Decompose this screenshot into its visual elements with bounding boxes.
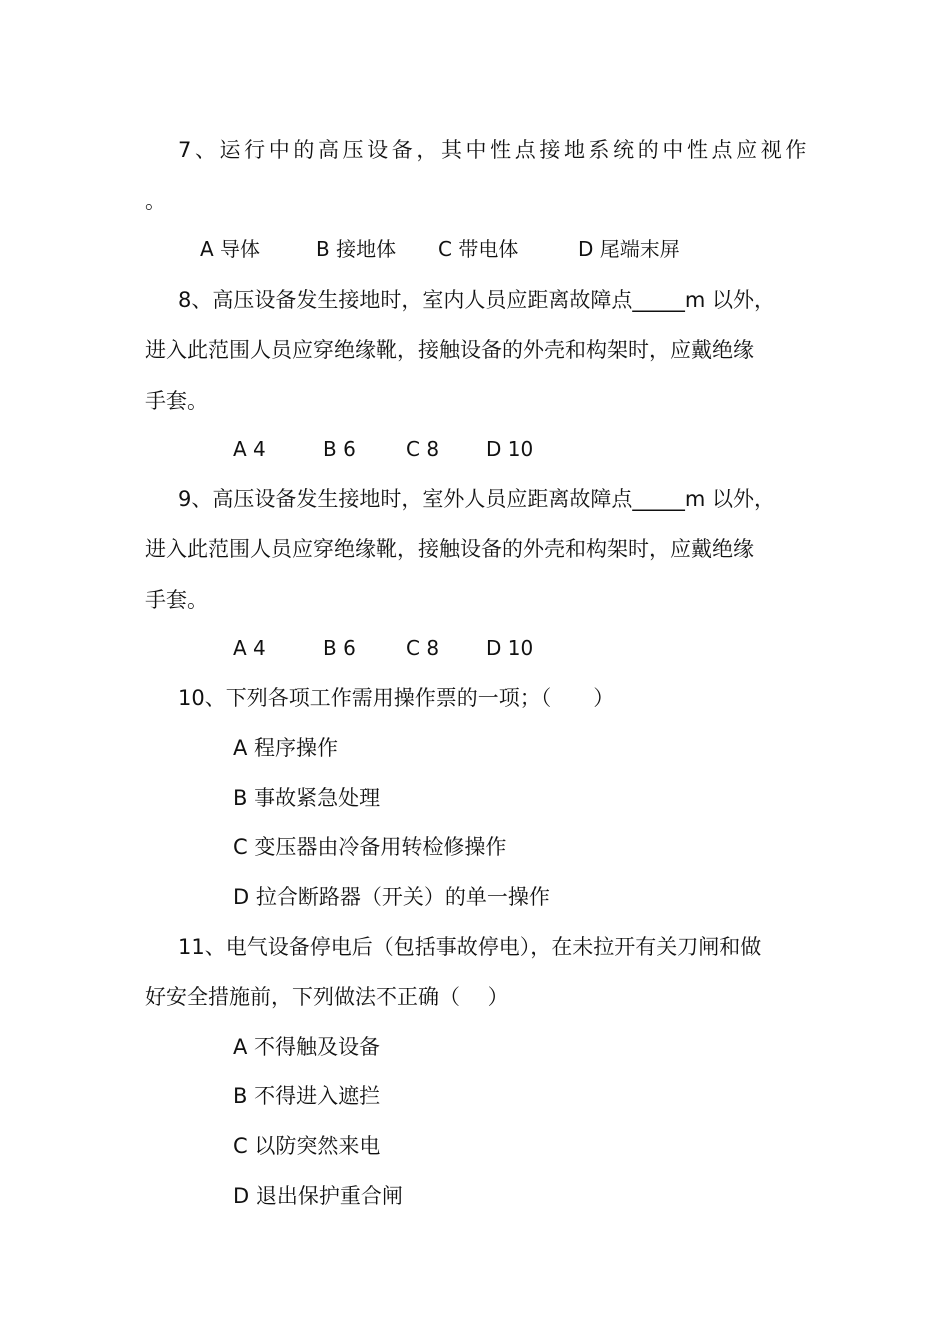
question-11-option-d: D 退出保护重合闸	[233, 1184, 403, 1208]
question-10-stem: 10、下列各项工作需用操作票的一项；（ ）	[178, 686, 615, 710]
question-8-line-1: 8、高压设备发生接地时，室内人员应距离故障点_____m 以外，	[178, 288, 775, 312]
question-8-option-a: A 4	[233, 437, 266, 461]
question-9-option-c: C 8	[406, 636, 440, 660]
question-9-option-a: A 4	[233, 636, 266, 660]
question-11-option-a: A 不得触及设备	[233, 1035, 381, 1059]
question-8-line-3: 手套。	[145, 389, 208, 413]
question-9-option-d: D 10	[486, 636, 534, 660]
question-7-option-b: B 接地体	[316, 237, 397, 261]
question-8-line-2: 进入此范围人员应穿绝缘靴，接触设备的外壳和构架时，应戴绝缘	[145, 338, 754, 362]
question-11-option-c: C 以防突然来电	[233, 1134, 381, 1158]
question-9-line-2: 进入此范围人员应穿绝缘靴，接触设备的外壳和构架时，应戴绝缘	[145, 537, 754, 561]
question-7-option-a: A 导体	[200, 237, 261, 261]
question-10-option-d: D 拉合断路器（开关）的单一操作	[233, 885, 550, 909]
question-10-option-c: C 变压器由冷备用转检修操作	[233, 835, 507, 859]
question-8-option-d: D 10	[486, 437, 534, 461]
question-9-line-3: 手套。	[145, 588, 208, 612]
question-9-option-b: B 6	[323, 636, 356, 660]
question-10-option-b: B 事故紧急处理	[233, 786, 381, 810]
question-11-option-b: B 不得进入遮拦	[233, 1084, 381, 1108]
question-9-line-1: 9、高压设备发生接地时，室外人员应距离故障点_____m 以外，	[178, 487, 775, 511]
question-7-option-c: C 带电体	[438, 237, 519, 261]
question-10-option-a: A 程序操作	[233, 736, 339, 760]
question-7-stem: 7、运行中的高压设备，其中性点接地系统的中性点应视作	[178, 138, 810, 162]
question-11-line-1: 11、电气设备停电后（包括事故停电），在未拉开有关刀闸和做	[178, 935, 762, 959]
question-8-option-c: C 8	[406, 437, 440, 461]
question-7-stem-continued: 。	[145, 189, 166, 213]
question-8-option-b: B 6	[323, 437, 356, 461]
question-11-line-2: 好安全措施前，下列做法不正确（ ）	[145, 985, 509, 1009]
question-7-option-d: D 尾端末屏	[578, 237, 680, 261]
